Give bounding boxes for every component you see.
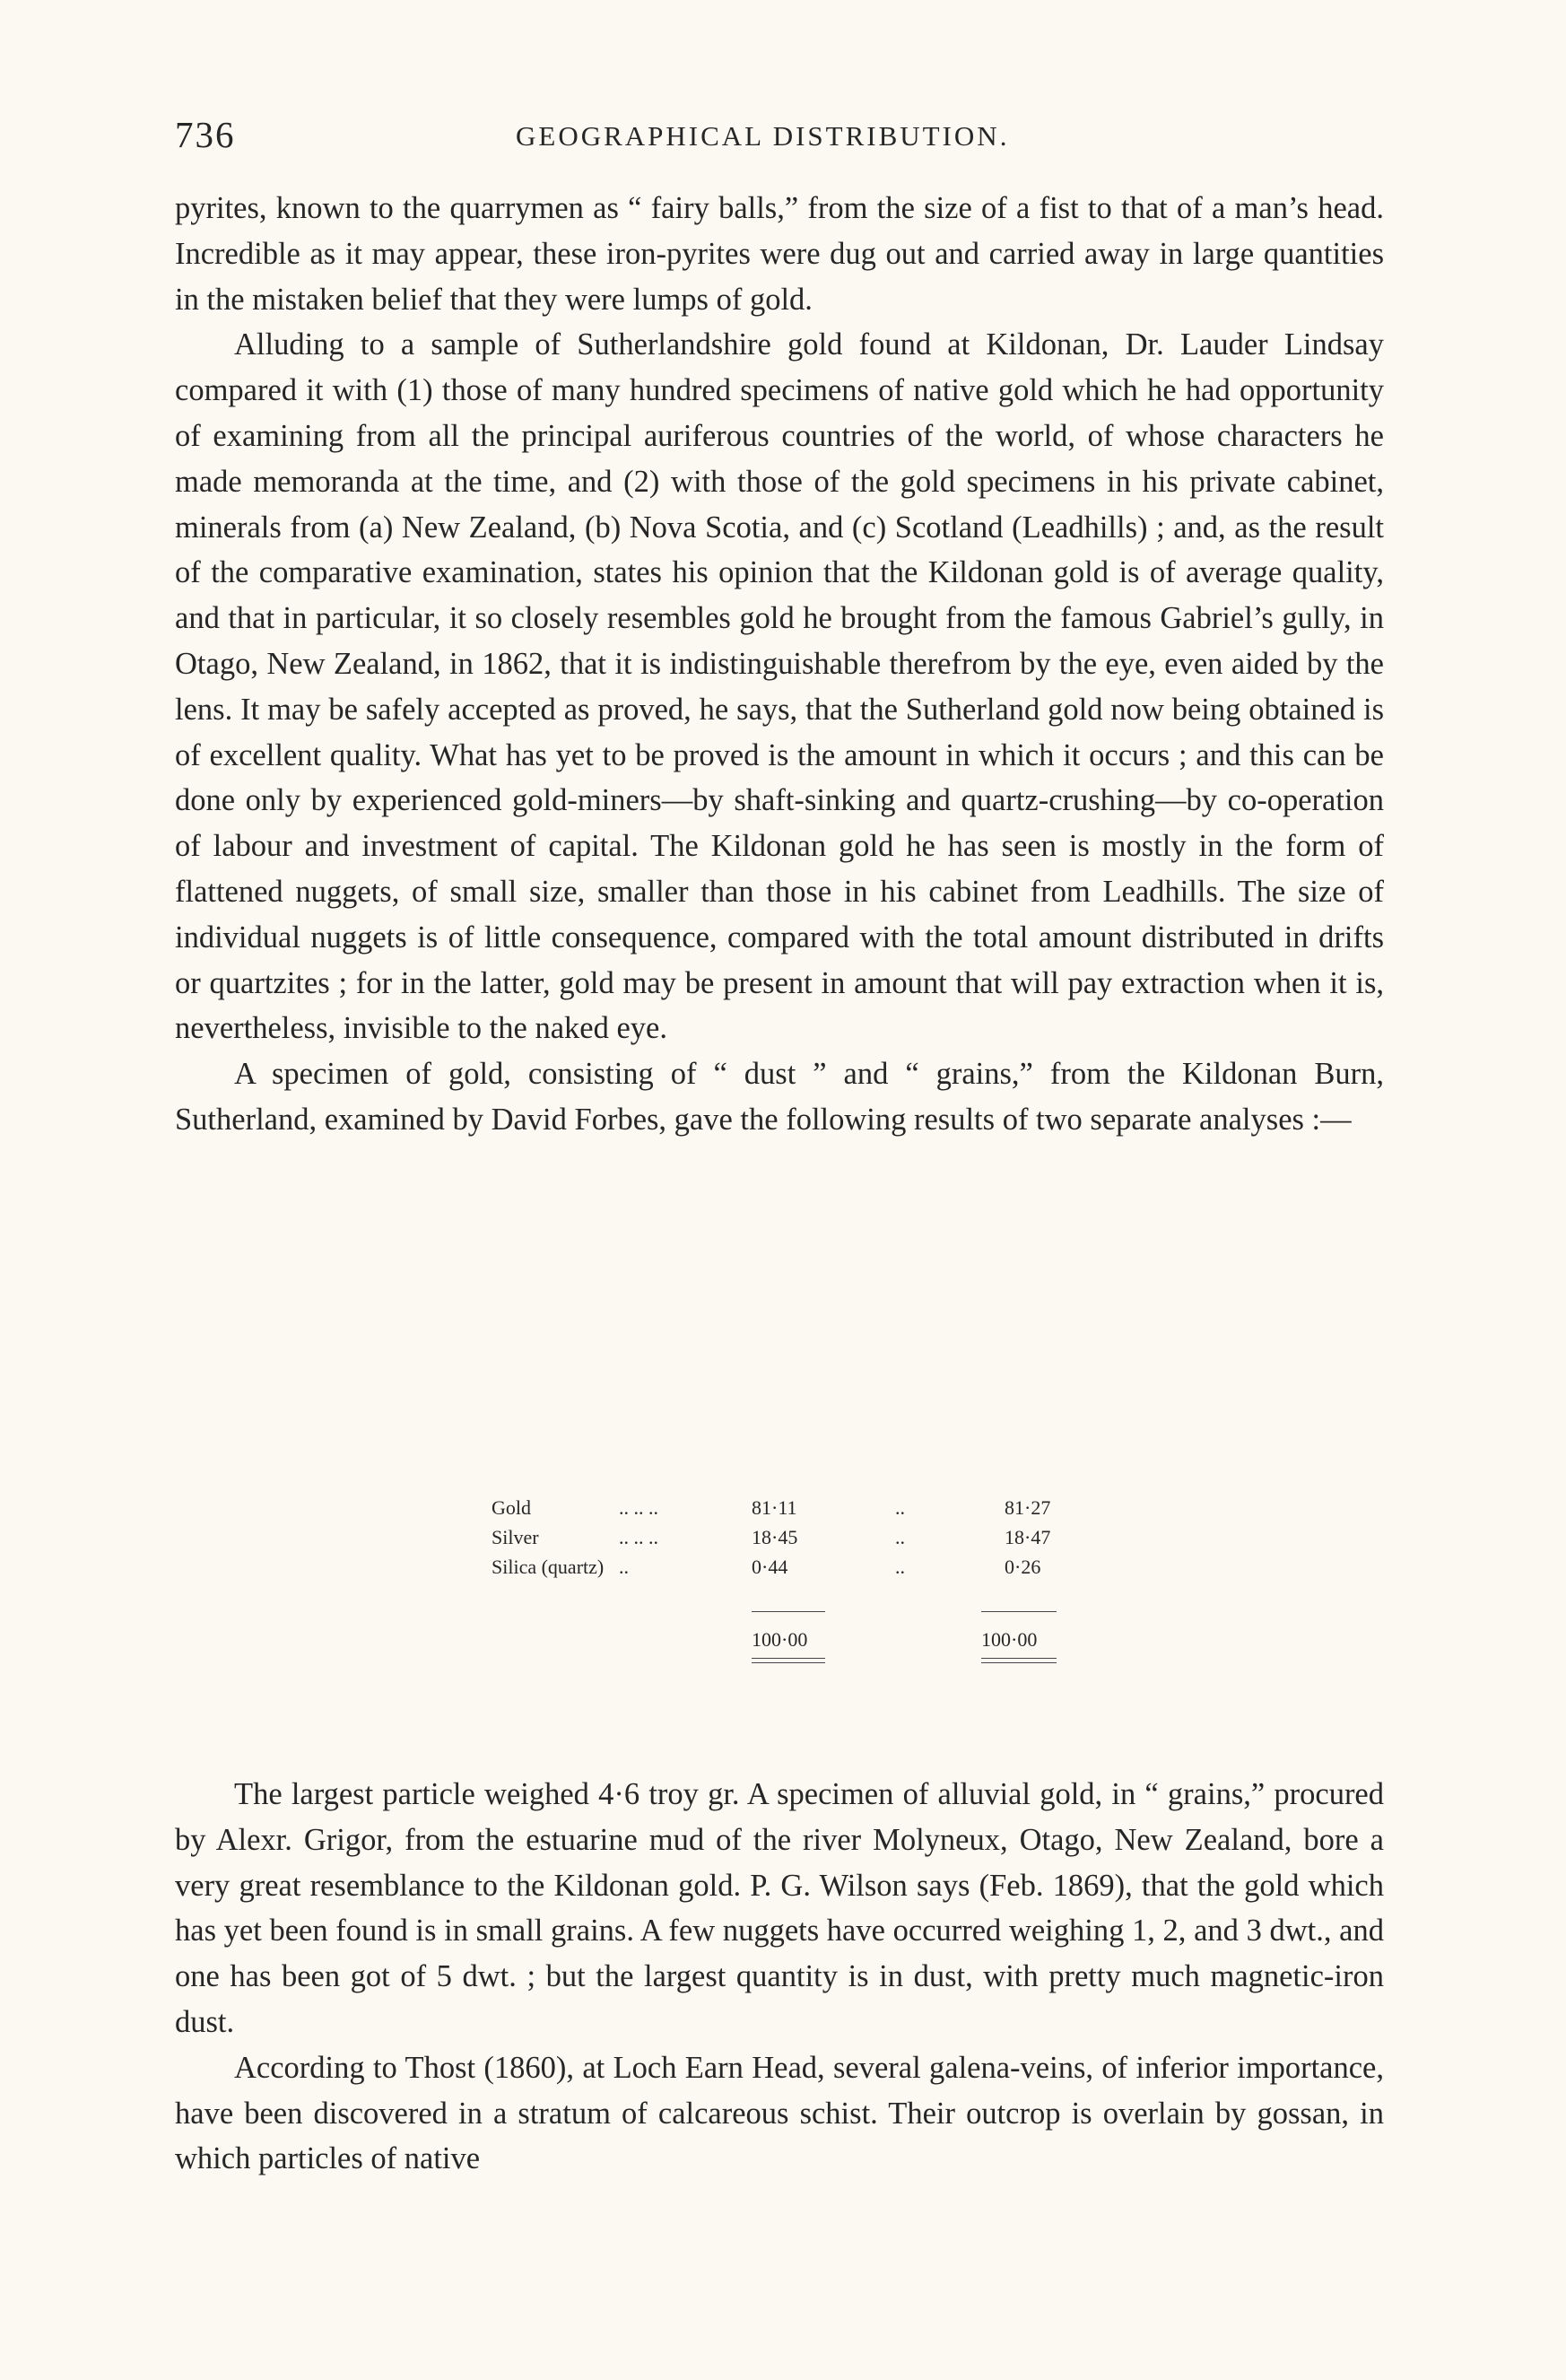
body-text-top [175, 186, 1384, 1143]
paragraph-lindsay: Alluding to a sample of Sutherlandshire gold found at Kildonan, Dr. Lauder Lindsay compared it with (1) those of many hundred specimens of native gold which he had opportunity of examining from all the principal auriferous countries of the world, of whose characters he made memoranda at the time, and (2) with those of the gold specimens in his private cabinet, minerals from (a) New Zealand, (b) Nova Scotia, and (c) Scotland (Leadhills) ; and, as the result of the comparative examination, states his opinion that the Kildonan gold is of average quality, and that in particular, it so closely resembles gold he brought from the famous Gabriel’s gully, in Otago, New Zealand, in 1862, that it is indistinguishable therefrom by the eye, even aided by the lens. It may be safely accepted as proved, he says, that the Sutherland gold now being obtained is of excellent quality. What has yet to be proved is the amount in which it occurs ; and this can be done only by experienced gold-miners—by shaft-sinking and quartz-crushing—by co-operation of labour and investment of capital. The Kildonan gold he has seen is mostly in the form of flattened nuggets, of small size, smaller than those in his cabinet from Leadhills. The size of individual nuggets is of little consequence, compared with the total amount distributed in drifts or quartzites ; for in the latter, gold may be present in amount that will pay extraction when it is, nevertheless, invisible to the naked eye. [175, 327, 1384, 1046]
row-label: Gold [492, 1496, 531, 1519]
paragraph-largest-particle: The largest particle weighed 4·6 troy gr. A specimen of alluvial gold, in “ grains,” procured by Alexr. Grigor, from the estuarine mud of the river Molyneux, Otago, New Zealand, bore a very great resemblance to the Kildonan gold. P. G. Wilson says (Feb. 1869), that the gold which has yet been found is in small grains. A few nuggets have occurred weighing 1, 2, and 3 dwt., and one has been got of 5 dwt. ; but the largest quantity is in dust, with pretty much magnetic-iron dust. [175, 1777, 1384, 2039]
value-analysis-1: 81·11 [752, 1496, 797, 1519]
value-analysis-2: 81·27 [1005, 1496, 1051, 1519]
leader-dots: .. .. .. [619, 1526, 658, 1548]
page-header [175, 113, 1431, 167]
paragraph-forbes-intro: A specimen of gold, consisting of “ dust ” and “ grains,” from the Kildonan Burn, Sutherland, examined by David Forbes, gave the following results of two separate analyses :— [175, 1057, 1384, 1137]
value-analysis-1: 18·45 [752, 1526, 798, 1548]
leader-dots: .. [895, 1496, 905, 1519]
row-label: Silver [492, 1526, 539, 1548]
value-analysis-2: 0·26 [1005, 1556, 1041, 1578]
body-text-bottom [175, 1772, 1384, 2182]
leader-dots: .. [619, 1556, 629, 1578]
leader-dots: .. [895, 1526, 905, 1548]
double-rule [752, 1658, 825, 1663]
total-analysis-1: 100·00 [752, 1628, 808, 1651]
row-label: Silica (quartz) [492, 1556, 605, 1578]
paragraph-pyrites: pyrites, known to the quarrymen as “ fairy balls,” from the size of a fist to that of a man’s head. Incredible as it may appear, these iron-pyrites were dug out and carried away in large quantities in the mistaken belief that they were lumps of gold. [175, 191, 1384, 317]
leader-dots: .. [895, 1556, 905, 1578]
value-analysis-2: 18·47 [1005, 1526, 1051, 1548]
running-title: GEOGRAPHICAL DISTRIBUTION. [516, 120, 1010, 152]
total-analysis-2: 100·00 [981, 1628, 1038, 1651]
leader-dots: .. .. .. [619, 1496, 658, 1519]
page-number: 736 [175, 114, 236, 155]
value-analysis-1: 0·44 [752, 1556, 788, 1578]
double-rule [981, 1658, 1057, 1663]
sum-rule [752, 1611, 825, 1612]
sum-rule [981, 1611, 1057, 1612]
paragraph-thost: According to Thost (1860), at Loch Earn Head, several galena-veins, of inferior importance, have been discovered in a stratum of calcareous schist. Their outcrop is overlain by gossan, in which particles of native [175, 2050, 1384, 2176]
